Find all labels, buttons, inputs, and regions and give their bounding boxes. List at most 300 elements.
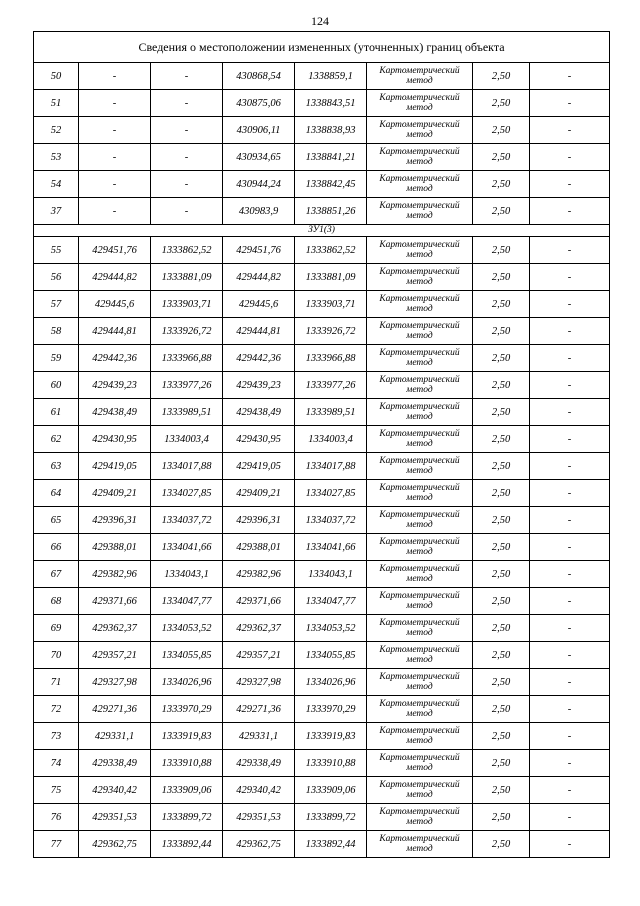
accuracy-cell: 2,50: [473, 561, 530, 588]
description-cell: -: [530, 291, 610, 318]
x-new-cell: 429357,21: [223, 642, 295, 669]
description-cell: -: [530, 372, 610, 399]
accuracy-cell: 2,50: [473, 426, 530, 453]
y-existing-cell: 1333903,71: [151, 291, 223, 318]
x-existing-cell: 429371,66: [79, 588, 151, 615]
point-number-cell: 53: [34, 144, 79, 171]
x-existing-cell: 429442,36: [79, 345, 151, 372]
y-new-cell: 1333862,52: [295, 237, 367, 264]
x-new-cell: 429430,95: [223, 426, 295, 453]
method-cell: [367, 318, 473, 345]
x-existing-cell: 429271,36: [79, 696, 151, 723]
y-existing-cell: 1333919,83: [151, 723, 223, 750]
accuracy-cell: 2,50: [473, 63, 530, 90]
table-row: [34, 90, 610, 117]
x-existing-cell: 429439,23: [79, 372, 151, 399]
method-cell: [367, 696, 473, 723]
method-line-2: метод: [406, 709, 433, 719]
method-line-2: метод: [406, 574, 433, 584]
table-row: [34, 480, 610, 507]
method-line-2: метод: [406, 655, 433, 665]
description-cell: -: [530, 534, 610, 561]
method-cell: [367, 723, 473, 750]
description-cell: -: [530, 588, 610, 615]
accuracy-cell: 2,50: [473, 399, 530, 426]
point-number-cell: 65: [34, 507, 79, 534]
description-cell: -: [530, 723, 610, 750]
method-line-2: метод: [406, 250, 433, 260]
x-existing-cell: 429445,6: [79, 291, 151, 318]
y-new-cell: 1338838,93: [295, 117, 367, 144]
x-existing-cell: -: [79, 117, 151, 144]
method-cell: [367, 831, 473, 858]
x-new-cell: 429439,23: [223, 372, 295, 399]
method-cell: [367, 534, 473, 561]
x-new-cell: 430868,54: [223, 63, 295, 90]
table-row: [34, 117, 610, 144]
x-new-cell: 429271,36: [223, 696, 295, 723]
accuracy-cell: 2,50: [473, 804, 530, 831]
table-row: [34, 750, 610, 777]
y-new-cell: 1333909,06: [295, 777, 367, 804]
x-new-cell: 429409,21: [223, 480, 295, 507]
method-cell: [367, 171, 473, 198]
y-existing-cell: 1333926,72: [151, 318, 223, 345]
description-cell: -: [530, 453, 610, 480]
point-number-cell: 72: [34, 696, 79, 723]
description-cell: -: [530, 831, 610, 858]
section-label: ЗУ1(3): [34, 225, 610, 237]
method-line-1: Картометрический: [379, 618, 460, 628]
y-new-cell: 1338842,45: [295, 171, 367, 198]
x-new-cell: 429419,05: [223, 453, 295, 480]
description-cell: -: [530, 669, 610, 696]
table-body: [34, 32, 610, 858]
method-cell: [367, 480, 473, 507]
point-number-cell: 52: [34, 117, 79, 144]
method-line-1: Картометрический: [379, 267, 460, 277]
y-existing-cell: 1334017,88: [151, 453, 223, 480]
x-new-cell: 429444,82: [223, 264, 295, 291]
description-cell: -: [530, 399, 610, 426]
method-cell: [367, 507, 473, 534]
y-new-cell: 1333903,71: [295, 291, 367, 318]
method-line-2: метод: [406, 304, 433, 314]
description-cell: -: [530, 615, 610, 642]
method-line-2: метод: [406, 628, 433, 638]
x-existing-cell: 429396,31: [79, 507, 151, 534]
point-number-cell: 63: [34, 453, 79, 480]
method-line-1: Картометрический: [379, 147, 460, 157]
x-new-cell: 429371,66: [223, 588, 295, 615]
accuracy-cell: 2,50: [473, 318, 530, 345]
method-line-2: метод: [406, 817, 433, 827]
x-new-cell: 429396,31: [223, 507, 295, 534]
y-existing-cell: -: [151, 63, 223, 90]
point-number-cell: 66: [34, 534, 79, 561]
description-cell: -: [530, 237, 610, 264]
method-line-2: метод: [406, 211, 433, 221]
page-number: 124: [311, 14, 329, 28]
method-line-1: Картометрический: [379, 672, 460, 682]
y-new-cell: 1338843,51: [295, 90, 367, 117]
method-line-2: метод: [406, 331, 433, 341]
description-cell: -: [530, 171, 610, 198]
description-cell: -: [530, 642, 610, 669]
method-line-1: Картометрический: [379, 699, 460, 709]
x-existing-cell: 429382,96: [79, 561, 151, 588]
table-row: [34, 171, 610, 198]
method-cell: [367, 345, 473, 372]
x-new-cell: 429327,98: [223, 669, 295, 696]
method-cell: [367, 117, 473, 144]
table-row: [34, 723, 610, 750]
x-existing-cell: -: [79, 198, 151, 225]
y-new-cell: 1334041,66: [295, 534, 367, 561]
table-row: [34, 696, 610, 723]
table-title-row: [34, 32, 610, 63]
x-existing-cell: 429444,81: [79, 318, 151, 345]
method-line-2: метод: [406, 103, 433, 113]
accuracy-cell: 2,50: [473, 144, 530, 171]
table-row: [34, 507, 610, 534]
y-new-cell: 1334055,85: [295, 642, 367, 669]
method-line-2: метод: [406, 520, 433, 530]
accuracy-cell: 2,50: [473, 171, 530, 198]
y-new-cell: 1334026,96: [295, 669, 367, 696]
table-row: [34, 426, 610, 453]
method-line-1: Картометрический: [379, 645, 460, 655]
method-line-2: метод: [406, 76, 433, 86]
y-new-cell: 1333919,83: [295, 723, 367, 750]
x-existing-cell: 429430,95: [79, 426, 151, 453]
accuracy-cell: 2,50: [473, 372, 530, 399]
point-number-cell: 59: [34, 345, 79, 372]
x-existing-cell: -: [79, 171, 151, 198]
table-row: [34, 561, 610, 588]
y-new-cell: 1338841,21: [295, 144, 367, 171]
method-line-1: Картометрический: [379, 402, 460, 412]
method-line-1: Картометрический: [379, 66, 460, 76]
x-existing-cell: 429451,76: [79, 237, 151, 264]
y-existing-cell: 1333899,72: [151, 804, 223, 831]
method-cell: [367, 372, 473, 399]
method-line-1: Картометрический: [379, 93, 460, 103]
y-existing-cell: 1333862,52: [151, 237, 223, 264]
x-new-cell: 429382,96: [223, 561, 295, 588]
y-existing-cell: 1333970,29: [151, 696, 223, 723]
y-existing-cell: -: [151, 117, 223, 144]
y-new-cell: 1333892,44: [295, 831, 367, 858]
table-row: [34, 588, 610, 615]
table-row: [34, 642, 610, 669]
point-number-cell: 77: [34, 831, 79, 858]
y-existing-cell: 1334047,77: [151, 588, 223, 615]
table-row: [34, 669, 610, 696]
point-number-cell: 51: [34, 90, 79, 117]
accuracy-cell: 2,50: [473, 90, 530, 117]
method-cell: [367, 615, 473, 642]
y-new-cell: 1338859,1: [295, 63, 367, 90]
table-row: [34, 777, 610, 804]
accuracy-cell: 2,50: [473, 588, 530, 615]
method-line-1: Картометрический: [379, 456, 460, 466]
accuracy-cell: 2,50: [473, 291, 530, 318]
accuracy-cell: 2,50: [473, 534, 530, 561]
y-existing-cell: -: [151, 144, 223, 171]
y-existing-cell: 1333909,06: [151, 777, 223, 804]
table-row: [34, 291, 610, 318]
accuracy-cell: 2,50: [473, 669, 530, 696]
point-number-cell: 73: [34, 723, 79, 750]
x-existing-cell: -: [79, 63, 151, 90]
method-line-1: Картометрический: [379, 375, 460, 385]
x-new-cell: 429442,36: [223, 345, 295, 372]
table-row: [34, 264, 610, 291]
x-existing-cell: -: [79, 90, 151, 117]
method-line-2: метод: [406, 493, 433, 503]
accuracy-cell: 2,50: [473, 507, 530, 534]
y-new-cell: 1334017,88: [295, 453, 367, 480]
x-existing-cell: 429340,42: [79, 777, 151, 804]
description-cell: -: [530, 804, 610, 831]
y-new-cell: 1333910,88: [295, 750, 367, 777]
point-number-cell: 54: [34, 171, 79, 198]
accuracy-cell: 2,50: [473, 750, 530, 777]
method-cell: [367, 399, 473, 426]
method-line-2: метод: [406, 385, 433, 395]
y-new-cell: 1334027,85: [295, 480, 367, 507]
y-new-cell: 1334047,77: [295, 588, 367, 615]
description-cell: -: [530, 318, 610, 345]
method-line-2: метод: [406, 358, 433, 368]
method-line-1: Картометрический: [379, 483, 460, 493]
method-line-1: Картометрический: [379, 294, 460, 304]
table-row: [34, 453, 610, 480]
y-existing-cell: 1334003,4: [151, 426, 223, 453]
y-new-cell: 1333899,72: [295, 804, 367, 831]
method-line-2: метод: [406, 601, 433, 611]
y-new-cell: 1333989,51: [295, 399, 367, 426]
method-line-1: Картометрический: [379, 348, 460, 358]
y-new-cell: 1333926,72: [295, 318, 367, 345]
accuracy-cell: 2,50: [473, 696, 530, 723]
x-new-cell: 430983,9: [223, 198, 295, 225]
method-line-2: метод: [406, 763, 433, 773]
x-existing-cell: 429419,05: [79, 453, 151, 480]
y-existing-cell: 1333977,26: [151, 372, 223, 399]
x-new-cell: 430875,06: [223, 90, 295, 117]
y-existing-cell: 1334053,52: [151, 615, 223, 642]
description-cell: -: [530, 264, 610, 291]
y-existing-cell: 1333966,88: [151, 345, 223, 372]
description-cell: -: [530, 144, 610, 171]
x-existing-cell: 429327,98: [79, 669, 151, 696]
point-number-cell: 75: [34, 777, 79, 804]
point-number-cell: 62: [34, 426, 79, 453]
method-line-2: метод: [406, 439, 433, 449]
point-number-cell: 76: [34, 804, 79, 831]
x-new-cell: 429338,49: [223, 750, 295, 777]
y-existing-cell: 1334043,1: [151, 561, 223, 588]
description-cell: -: [530, 117, 610, 144]
description-cell: -: [530, 561, 610, 588]
y-existing-cell: 1333881,09: [151, 264, 223, 291]
x-existing-cell: -: [79, 144, 151, 171]
method-line-1: Картометрический: [379, 201, 460, 211]
y-new-cell: 1333881,09: [295, 264, 367, 291]
method-line-1: Картометрический: [379, 174, 460, 184]
method-cell: [367, 804, 473, 831]
x-new-cell: 429331,1: [223, 723, 295, 750]
description-cell: -: [530, 198, 610, 225]
method-cell: [367, 90, 473, 117]
y-new-cell: 1333977,26: [295, 372, 367, 399]
method-line-1: Картометрический: [379, 834, 460, 844]
y-existing-cell: 1334037,72: [151, 507, 223, 534]
description-cell: -: [530, 777, 610, 804]
table-row: [34, 144, 610, 171]
method-cell: [367, 642, 473, 669]
x-new-cell: 430906,11: [223, 117, 295, 144]
method-cell: [367, 750, 473, 777]
method-line-2: метод: [406, 682, 433, 692]
y-new-cell: 1334043,1: [295, 561, 367, 588]
point-number-cell: 71: [34, 669, 79, 696]
description-cell: -: [530, 507, 610, 534]
method-cell: [367, 63, 473, 90]
table-row: [34, 534, 610, 561]
method-line-1: Картометрический: [379, 807, 460, 817]
method-line-2: метод: [406, 547, 433, 557]
x-new-cell: 429444,81: [223, 318, 295, 345]
description-cell: -: [530, 696, 610, 723]
y-new-cell: 1334003,4: [295, 426, 367, 453]
point-number-cell: 58: [34, 318, 79, 345]
method-cell: [367, 453, 473, 480]
method-line-1: Картометрический: [379, 120, 460, 130]
y-existing-cell: -: [151, 171, 223, 198]
method-cell: [367, 588, 473, 615]
x-new-cell: 430934,65: [223, 144, 295, 171]
x-existing-cell: 429388,01: [79, 534, 151, 561]
method-line-1: Картометрический: [379, 510, 460, 520]
method-line-2: метод: [406, 736, 433, 746]
accuracy-cell: 2,50: [473, 345, 530, 372]
point-number-cell: 70: [34, 642, 79, 669]
accuracy-cell: 2,50: [473, 831, 530, 858]
method-line-1: Картометрический: [379, 429, 460, 439]
method-line-1: Картометрический: [379, 321, 460, 331]
point-number-cell: 50: [34, 63, 79, 90]
point-number-cell: 74: [34, 750, 79, 777]
method-cell: [367, 237, 473, 264]
description-cell: -: [530, 480, 610, 507]
x-existing-cell: 429362,75: [79, 831, 151, 858]
y-existing-cell: 1334026,96: [151, 669, 223, 696]
y-new-cell: 1334053,52: [295, 615, 367, 642]
table-row: [34, 615, 610, 642]
method-line-1: Картометрический: [379, 564, 460, 574]
method-line-2: метод: [406, 277, 433, 287]
description-cell: -: [530, 345, 610, 372]
point-number-cell: 67: [34, 561, 79, 588]
method-line-2: метод: [406, 412, 433, 422]
y-existing-cell: 1334055,85: [151, 642, 223, 669]
x-new-cell: 429351,53: [223, 804, 295, 831]
table-row: [34, 804, 610, 831]
table-row: [34, 63, 610, 90]
y-new-cell: 1334037,72: [295, 507, 367, 534]
method-line-1: Картометрический: [379, 753, 460, 763]
x-new-cell: 429362,75: [223, 831, 295, 858]
y-existing-cell: 1334027,85: [151, 480, 223, 507]
point-number-cell: 55: [34, 237, 79, 264]
point-number-cell: 37: [34, 198, 79, 225]
x-existing-cell: 429357,21: [79, 642, 151, 669]
x-new-cell: 429438,49: [223, 399, 295, 426]
x-new-cell: 430944,24: [223, 171, 295, 198]
description-cell: -: [530, 426, 610, 453]
x-existing-cell: 429338,49: [79, 750, 151, 777]
accuracy-cell: 2,50: [473, 480, 530, 507]
method-cell: [367, 561, 473, 588]
section-row: [34, 225, 610, 237]
method-line-1: Картометрический: [379, 591, 460, 601]
y-existing-cell: -: [151, 90, 223, 117]
accuracy-cell: 2,50: [473, 237, 530, 264]
y-existing-cell: 1333892,44: [151, 831, 223, 858]
table-row: [34, 237, 610, 264]
description-cell: -: [530, 63, 610, 90]
table-row: [34, 399, 610, 426]
table-row: [34, 198, 610, 225]
method-cell: [367, 777, 473, 804]
method-line-2: метод: [406, 130, 433, 140]
x-new-cell: 429451,76: [223, 237, 295, 264]
accuracy-cell: 2,50: [473, 198, 530, 225]
y-existing-cell: 1333989,51: [151, 399, 223, 426]
accuracy-cell: 2,50: [473, 723, 530, 750]
accuracy-cell: 2,50: [473, 777, 530, 804]
y-new-cell: 1338851,26: [295, 198, 367, 225]
x-new-cell: 429340,42: [223, 777, 295, 804]
accuracy-cell: 2,50: [473, 642, 530, 669]
y-new-cell: 1333970,29: [295, 696, 367, 723]
method-cell: [367, 198, 473, 225]
x-existing-cell: 429444,82: [79, 264, 151, 291]
method-line-2: метод: [406, 466, 433, 476]
x-existing-cell: 429362,37: [79, 615, 151, 642]
accuracy-cell: 2,50: [473, 453, 530, 480]
method-line-2: метод: [406, 157, 433, 167]
y-existing-cell: 1334041,66: [151, 534, 223, 561]
method-cell: [367, 264, 473, 291]
description-cell: -: [530, 750, 610, 777]
point-number-cell: 64: [34, 480, 79, 507]
point-number-cell: 69: [34, 615, 79, 642]
accuracy-cell: 2,50: [473, 117, 530, 144]
method-cell: [367, 291, 473, 318]
table-row: [34, 318, 610, 345]
point-number-cell: 61: [34, 399, 79, 426]
description-cell: -: [530, 90, 610, 117]
method-line-2: метод: [406, 844, 433, 854]
table-row: [34, 345, 610, 372]
method-line-1: Картометрический: [379, 240, 460, 250]
y-new-cell: 1333966,88: [295, 345, 367, 372]
accuracy-cell: 2,50: [473, 264, 530, 291]
